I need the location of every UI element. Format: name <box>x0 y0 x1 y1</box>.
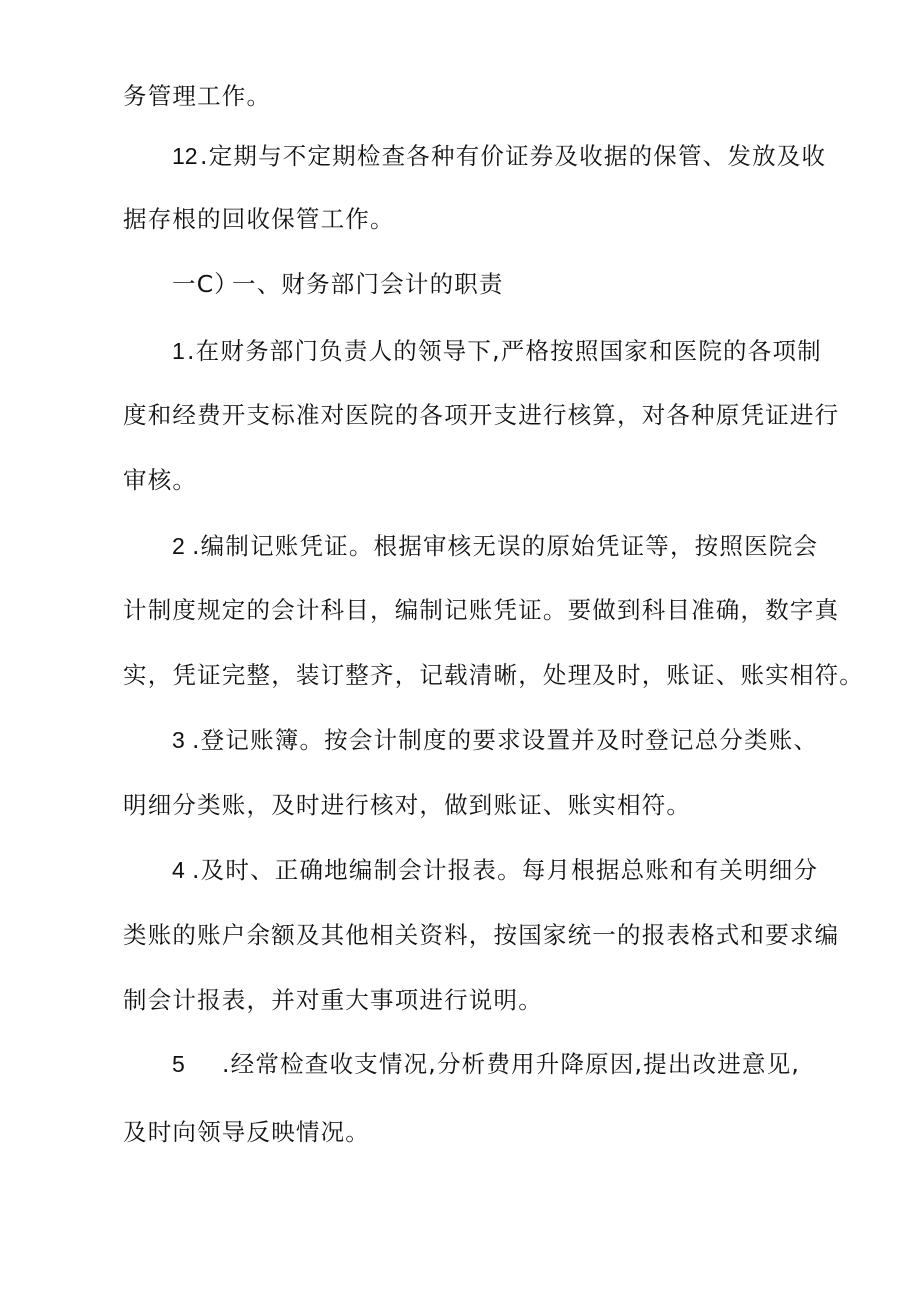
text-line <box>0 915 920 955</box>
text-line <box>0 199 920 239</box>
heading-text: 一、财务部门会计的职责 <box>232 270 504 298</box>
item-number: 1 <box>172 338 185 364</box>
item-number: 4 <box>172 857 185 883</box>
line-text: .登记账簿。按会计制度的要求设置并及时登记总分类账、 <box>192 726 819 754</box>
line-text: .及时、正确地编制会计报表。每月根据总账和有关明细分 <box>192 856 819 884</box>
text-line <box>0 720 920 760</box>
text-line <box>0 785 920 825</box>
section-prefix: 一C） <box>172 270 240 298</box>
text-line <box>0 1112 920 1152</box>
text-line <box>0 331 920 371</box>
line-text: 计制度规定的会计科目，编制记账凭证。要做到科目准确，数字真 <box>123 596 840 624</box>
line-text: 度和经费开支标准对医院的各项开支进行核算，对各种原凭证进行 <box>123 401 840 429</box>
line-text: 务管理工作。 <box>123 82 272 110</box>
text-line <box>0 655 920 695</box>
text-line <box>0 526 920 566</box>
line-text: .在财务部门负责人的领导下,严格按照国家和医院的各项制 <box>187 337 822 365</box>
text-line <box>0 460 920 500</box>
item-number: 5 <box>172 1051 185 1077</box>
item-number: 3 <box>172 727 185 753</box>
line-text: 审核。 <box>123 466 198 494</box>
line-text: 明细分类账，及时进行核对，做到账证、账实相符。 <box>123 791 692 819</box>
line-text: 实，凭证完整，装订整齐，记载清晰，处理及时，账证、账实相符。 <box>123 661 864 689</box>
section-heading <box>0 264 920 304</box>
item-number: 2 <box>172 533 185 559</box>
line-text: .定期与不定期检查各种有价证券及收据的保管、发放及收 <box>200 142 827 170</box>
line-text: 制会计报表，并对重大事项进行说明。 <box>123 986 543 1014</box>
text-line <box>0 850 920 890</box>
line-text: .经常检查收支情况,分析费用升降原因,提出改进意见, <box>222 1050 801 1078</box>
text-line <box>0 395 920 435</box>
item-number: 12 <box>172 143 198 169</box>
text-line <box>0 980 920 1020</box>
text-line <box>0 590 920 630</box>
text-line <box>0 76 920 116</box>
line-text: 类账的账户余额及其他相关资料，按国家统一的报表格式和要求编 <box>123 921 840 949</box>
line-text: .编制记账凭证。根据审核无误的原始凭证等，按照医院会 <box>192 532 819 560</box>
line-text: 及时向领导反映情况。 <box>123 1118 370 1146</box>
text-line <box>0 1044 920 1084</box>
text-line <box>0 136 920 176</box>
line-text: 据存根的回收保管工作。 <box>123 205 395 233</box>
